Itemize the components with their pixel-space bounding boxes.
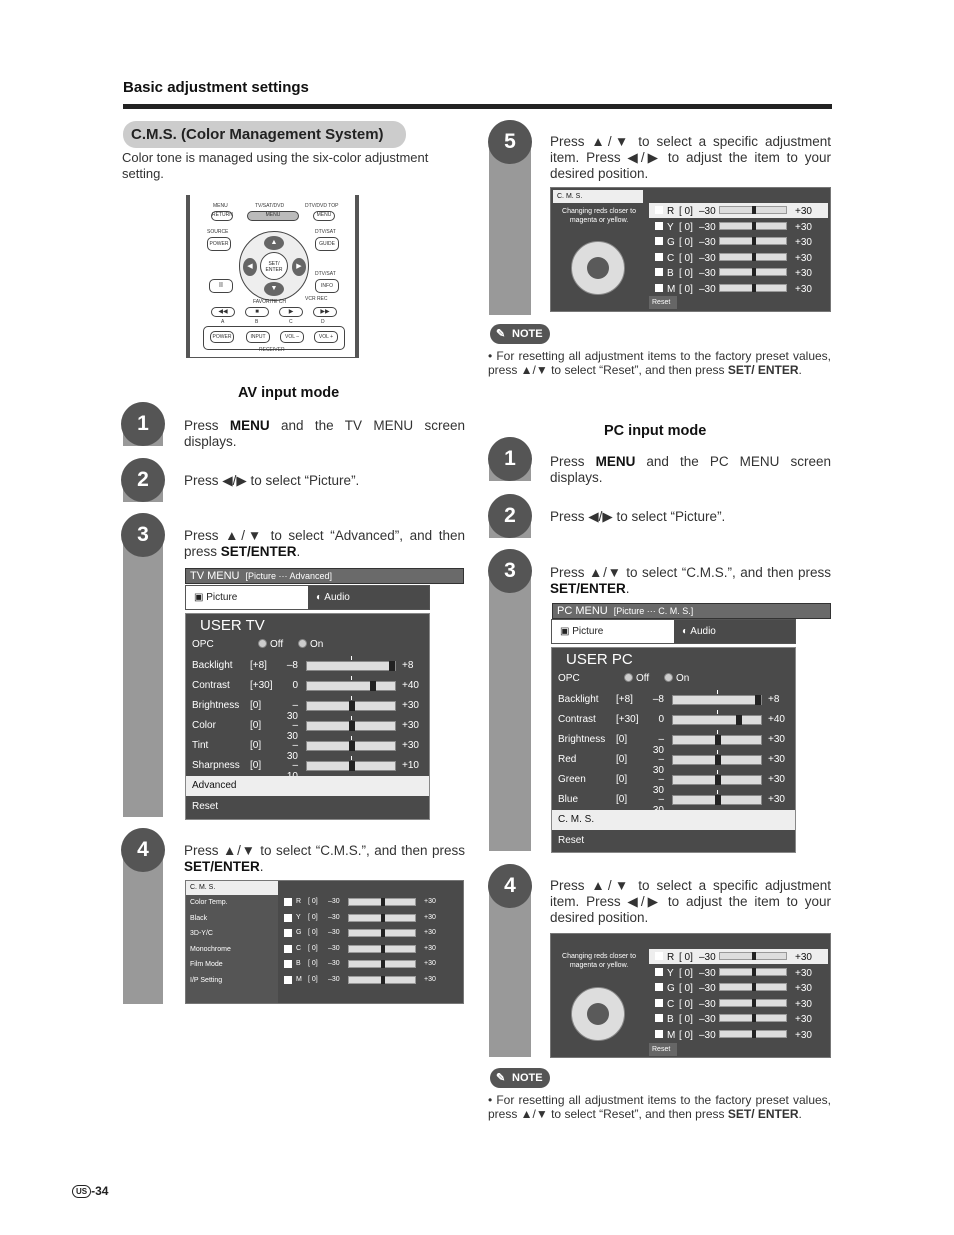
cms-row[interactable]: M [ 0] –30 +30 (649, 1027, 828, 1042)
slider-handle[interactable] (381, 945, 385, 953)
slider-handle[interactable] (349, 741, 355, 751)
row-max: +10 (402, 760, 419, 771)
color-swatch (284, 960, 292, 968)
slider[interactable] (672, 695, 762, 705)
cms-row[interactable]: C [ 0] –30 +30 (649, 250, 828, 265)
row-max: +30 (768, 754, 785, 765)
left-arrow-icon: ◀ (243, 258, 257, 276)
adjust-row[interactable] (186, 716, 429, 742)
tab-picture[interactable] (186, 586, 308, 609)
color-swatch (655, 983, 663, 991)
slider[interactable] (719, 268, 787, 276)
adjust-row[interactable] (186, 676, 429, 696)
user-pc-panel (551, 647, 796, 853)
panel-title: USER TV (200, 617, 265, 634)
cms-list-item[interactable]: Color Temp. (190, 899, 228, 906)
cms-row[interactable]: Y [ 0] –30 +30 (278, 911, 463, 926)
cms-list (186, 881, 278, 1003)
audio-icon: ◐ (682, 626, 691, 637)
right-arrow-icon: ▶ (292, 258, 306, 276)
slider-handle[interactable] (381, 898, 385, 906)
step-number: 1 (488, 437, 532, 481)
remote-input-button: INPUT (246, 331, 270, 343)
slider-handle[interactable] (349, 701, 355, 711)
radio-off[interactable] (624, 673, 633, 682)
slider-handle[interactable] (715, 775, 721, 785)
menu-title: TV MENU (190, 570, 240, 582)
adjust-row[interactable] (552, 790, 795, 810)
remote-label: DTV/SAT (315, 229, 336, 235)
slider[interactable] (719, 253, 787, 261)
av-cms-screen (185, 880, 464, 1004)
down-arrow-icon: ▼ (264, 282, 284, 296)
cms-row[interactable]: B [ 0] –30 +30 (649, 1011, 828, 1026)
slider[interactable] (719, 1030, 787, 1038)
reset-button[interactable]: Reset (649, 1043, 677, 1056)
pc-step1-text: Press MENU and the PC MENU screen displays. (550, 454, 831, 485)
slider[interactable] (348, 914, 416, 922)
slider[interactable] (672, 755, 762, 765)
cms-list-item[interactable]: 3D-Y/C (190, 930, 213, 937)
remote-power-button: POWER (210, 331, 234, 343)
row-max: +30 (402, 700, 419, 711)
color-swatch (655, 222, 663, 230)
osd-title: C. M. S. (553, 190, 643, 203)
cms-list-item[interactable]: Black (190, 914, 208, 922)
cms-adjust-screen-pc (550, 933, 831, 1058)
remote-label: SOURCE (207, 229, 229, 235)
page-number: -34 (91, 1184, 109, 1198)
fast-forward-icon: ▶▶ (313, 307, 337, 317)
row-min: –30 (286, 720, 298, 742)
remote-vol-up-button: VOL + (314, 331, 338, 343)
step-number: 4 (121, 828, 165, 872)
cms-row[interactable]: G [ 0] –30 +30 (649, 234, 828, 249)
remote-vol-down-button: VOL – (280, 331, 304, 343)
row-bracket: [0] (250, 740, 262, 751)
remote-label: RECEIVER (259, 347, 285, 353)
row-min: 0 (292, 680, 298, 691)
reset-item[interactable]: Reset (192, 801, 219, 812)
pc-step4-text: Press ▲/▼ to select a specific adjustment item. Press ◀/▶ to adjust the item to your desired position. (550, 878, 831, 925)
row-bracket: [0] (616, 734, 628, 745)
row-label: Color (192, 720, 216, 731)
slider[interactable] (348, 898, 416, 906)
play-icon: ▶ (279, 307, 303, 317)
slider-handle[interactable] (752, 999, 756, 1007)
color-swatch (655, 284, 663, 292)
advanced-item[interactable]: Advanced (186, 776, 429, 796)
color-swatch (284, 945, 292, 953)
pencil-icon: ✎ (496, 328, 506, 340)
slider-handle[interactable] (715, 795, 721, 805)
row-label: Tint (192, 740, 209, 751)
av-step2-text: Press ◀/▶ to select “Picture”. (184, 473, 360, 488)
slider[interactable] (672, 715, 762, 725)
color-swatch (655, 253, 663, 261)
row-label: Backlight (558, 694, 599, 705)
slider[interactable] (306, 701, 396, 711)
cms-item[interactable]: C. M. S. (552, 810, 795, 830)
row-bracket: [0] (616, 754, 628, 765)
remote-label: A (221, 319, 225, 325)
tab-audio[interactable]: ◐ Audio (674, 620, 795, 643)
header-rule (123, 104, 832, 109)
color-swatch (284, 976, 292, 984)
adjust-row[interactable] (186, 756, 429, 776)
picture-icon: ▣ (560, 626, 573, 637)
slider[interactable] (306, 721, 396, 731)
pc-mode-title: PC input mode (604, 423, 707, 439)
note-badge: ✎ NOTE (490, 1068, 550, 1088)
row-label: Brightness (192, 700, 240, 711)
tab-label: Picture (206, 592, 238, 603)
row-label: Contrast (192, 680, 230, 691)
remote-illustration (186, 195, 359, 358)
row-min: – (292, 760, 298, 771)
reset-item[interactable]: Reset (558, 835, 585, 846)
row-bracket: [0] (250, 760, 262, 771)
step5-text: Press ▲/▼ to select a specific adjustment item. Press ◀/▶ to adjust the item to your desired position. (550, 134, 831, 181)
slider-handle[interactable] (381, 929, 385, 937)
color-swatch (655, 1030, 663, 1038)
step-number: 3 (121, 513, 165, 557)
adjust-row[interactable] (552, 690, 795, 710)
row-max: +30 (768, 794, 785, 805)
row-max: +8 (768, 694, 780, 705)
color-swatch (655, 952, 663, 960)
remote-label: C (289, 319, 293, 325)
remote-menu-button: MENU (247, 211, 299, 221)
user-tv-panel (185, 613, 430, 820)
slider-handle[interactable] (752, 952, 756, 960)
step-number: 2 (121, 458, 165, 502)
cms-row[interactable]: Y [ 0] –30 +30 (649, 965, 828, 980)
row-min: 0 (658, 714, 664, 725)
radio-on[interactable] (298, 639, 307, 648)
cms-row[interactable]: C [ 0] –30 +30 (278, 942, 463, 957)
tv-menu-bar (185, 568, 464, 584)
row-min: –30 (286, 740, 298, 762)
opc-row[interactable]: OPC Off On (558, 673, 690, 684)
color-wheel-icon (571, 241, 625, 295)
remote-menu-button: MENU (313, 211, 335, 221)
cms-list-item[interactable]: I/P Setting (190, 976, 223, 984)
cms-list-title: C. M. S. (186, 881, 278, 895)
remote-label: D (321, 319, 325, 325)
remote-guide-button: GUIDE (315, 237, 339, 251)
slider-handle[interactable] (752, 268, 756, 276)
pc-step3-text: Press ▲/▼ to select “C.M.S.”, and then press SET/ENTER. (550, 565, 831, 596)
remote-info-button: INFO (315, 279, 339, 293)
row-label: Green (558, 774, 586, 785)
cms-row[interactable]: M [ 0] –30 +30 (649, 281, 828, 296)
av-step3-text: Press ▲/▼ to select “Advanced”, and then press SET/ENTER. (184, 528, 465, 559)
row-max: +30 (402, 720, 419, 731)
region-badge: US (72, 1185, 91, 1198)
slider-handle[interactable] (349, 761, 355, 771)
step-number: 3 (488, 549, 532, 593)
remote-dpad (239, 231, 309, 301)
osd-hint: Changing reds closer to magenta or yellow. (562, 953, 636, 969)
slider-handle[interactable] (752, 983, 756, 991)
note-badge: ✎ NOTE (490, 324, 550, 344)
slider-handle[interactable] (755, 695, 761, 705)
cms-row[interactable]: G [ 0] –30 +30 (278, 926, 463, 941)
slider[interactable] (306, 761, 396, 771)
row-max: +8 (402, 660, 414, 671)
row-label: Sharpness (192, 760, 240, 771)
cms-row[interactable]: Y [ 0] –30 +30 (649, 219, 828, 234)
row-label: Contrast (558, 714, 596, 725)
adjust-row[interactable] (186, 656, 429, 676)
remote-set-enter-button: SET/ ENTER (260, 252, 288, 280)
osd-hint: Changing reds closer to magenta or yellow. (562, 208, 636, 224)
remote-label: MENU (213, 203, 228, 209)
intro-text: Color tone is managed using the six-color adjustment setting. (122, 150, 429, 181)
slider-handle[interactable] (752, 253, 756, 261)
pc-step2-text: Press ◀/▶ to select “Picture”. (550, 509, 726, 524)
note-text: • For resetting all adjustment items to the factory preset values, press ▲/▼ to select “Reset”, and then press SET/ ENTER. (488, 349, 831, 377)
audio-icon: ◐ (316, 592, 325, 603)
slider-handle[interactable] (381, 960, 385, 968)
row-bracket: [+30] (616, 714, 639, 725)
slider-handle[interactable] (752, 284, 756, 292)
row-bracket: [+8] (250, 660, 267, 671)
adjust-row[interactable] (186, 736, 429, 762)
row-min: –30 (652, 734, 664, 756)
row-bracket: [+8] (616, 694, 633, 705)
row-label: Red (558, 754, 577, 765)
note-text: • For resetting all adjustment items to the factory preset values, press ▲/▼ to select “Reset”, and then press SET/ ENTER. (488, 1093, 831, 1121)
adjust-row[interactable] (552, 710, 795, 730)
cms-list-item[interactable]: Monochrome (190, 945, 231, 953)
cms-list-item[interactable]: Film Mode (190, 961, 223, 968)
remote-label: B (255, 319, 259, 325)
remote-label: VCR REC (305, 296, 328, 302)
adjust-row[interactable] (552, 730, 795, 756)
row-label: Brightness (558, 734, 606, 745)
row-min: –30 (286, 700, 298, 722)
cms-row[interactable]: R [ 0] –30 +30 (649, 949, 828, 964)
row-max: +30 (402, 740, 419, 751)
row-min: –8 (652, 694, 664, 705)
remote-pause-button: II (209, 279, 233, 293)
color-swatch (655, 206, 663, 214)
cms-row[interactable]: R [ 0] –30 +30 (278, 895, 463, 910)
panel-title: USER PC (566, 651, 633, 668)
color-swatch (284, 898, 292, 906)
row-label: Blue (558, 794, 579, 805)
cms-row[interactable]: B [ 0] –30 +30 (278, 957, 463, 972)
slider-handle[interactable] (752, 206, 756, 214)
slider-handle[interactable] (736, 715, 742, 725)
slider[interactable] (719, 237, 787, 245)
tv-menu-tabs (185, 585, 430, 610)
slider[interactable] (672, 795, 762, 805)
slider-handle[interactable] (752, 237, 756, 245)
slider-handle[interactable] (752, 1030, 756, 1038)
row-bracket: [+30] (250, 680, 273, 691)
slider[interactable] (348, 976, 416, 984)
color-swatch (655, 268, 663, 276)
slider[interactable] (672, 775, 762, 785)
cms-row[interactable]: C [ 0] –30 +30 (649, 996, 828, 1011)
slider[interactable] (348, 960, 416, 968)
stop-icon: ■ (245, 307, 269, 317)
pc-menu-bar: PC MENU [Picture ··· C. M. S.] (552, 603, 831, 619)
pc-menu-tabs (551, 619, 796, 644)
row-bracket: [0] (250, 700, 262, 711)
slider[interactable] (348, 945, 416, 953)
cms-row[interactable]: B [ 0] –30 +30 (649, 265, 828, 280)
color-wheel-icon (571, 987, 625, 1041)
tab-picture[interactable]: ▣ Picture (552, 620, 674, 643)
slider-handle[interactable] (752, 968, 756, 976)
av-step1-text: Press MENU and the TV MENU screen displays. (184, 418, 465, 449)
slider[interactable] (719, 983, 787, 991)
remote-label: TV/SAT/DVD (255, 203, 285, 209)
slider-handle[interactable] (715, 755, 721, 765)
section-title: Basic adjustment settings (123, 79, 309, 96)
slider-handle[interactable] (752, 1014, 756, 1022)
cms-row[interactable]: R [ 0] –30 +30 (649, 203, 828, 218)
color-swatch (655, 968, 663, 976)
adjust-row[interactable] (186, 696, 429, 722)
av-step4-text: Press ▲/▼ to select “C.M.S.”, and then press SET/ENTER. (184, 843, 465, 874)
slider[interactable] (719, 952, 787, 960)
av-mode-title: AV input mode (238, 385, 340, 401)
slider-handle[interactable] (715, 735, 721, 745)
slider[interactable] (672, 735, 762, 745)
pencil-icon: ✎ (496, 1072, 506, 1084)
row-min: –30 (652, 754, 664, 776)
cms-row[interactable]: M [ 0] –30 +30 (278, 973, 463, 988)
menu-path: [Picture ··· Advanced] (245, 571, 333, 581)
tab-label: Audio (324, 592, 350, 603)
adjust-row[interactable] (552, 750, 795, 776)
color-swatch (655, 237, 663, 245)
slider-handle[interactable] (752, 222, 756, 230)
cms-title: C.M.S. (Color Management System) (123, 121, 406, 148)
row-bracket: [0] (250, 720, 262, 731)
step-number: 5 (488, 120, 532, 164)
reset-button[interactable]: Reset (649, 296, 677, 309)
opc-row[interactable]: OPC Off On (192, 639, 324, 650)
row-max: +30 (768, 734, 785, 745)
slider-handle[interactable] (381, 914, 385, 922)
remote-label: DTV/SAT (315, 271, 336, 277)
slider[interactable] (306, 661, 396, 671)
row-max: +40 (768, 714, 785, 725)
step-number: 1 (121, 402, 165, 446)
adjust-row[interactable] (552, 770, 795, 796)
row-min: – (658, 794, 664, 805)
slider[interactable] (719, 999, 787, 1007)
color-swatch (284, 914, 292, 922)
row-bracket: [0] (616, 794, 628, 805)
cms-adjust-screen-av (550, 187, 831, 312)
cms-row[interactable]: G [ 0] –30 +30 (649, 980, 828, 995)
radio-off[interactable] (258, 639, 267, 648)
slider[interactable] (719, 206, 787, 214)
slider[interactable] (306, 741, 396, 751)
slider[interactable] (719, 222, 787, 230)
up-arrow-icon: ▲ (264, 236, 284, 250)
slider-handle[interactable] (349, 721, 355, 731)
slider-handle[interactable] (381, 976, 385, 984)
row-bracket: [0] (616, 774, 628, 785)
remote-return-button: RETURN (211, 211, 233, 221)
slider[interactable] (306, 681, 396, 691)
slider[interactable] (719, 968, 787, 976)
remote-label: DTV/DVD TOP (305, 203, 339, 209)
page-footer (72, 1184, 108, 1198)
row-max: +30 (768, 774, 785, 785)
row-label: Backlight (192, 660, 233, 671)
row-min: –8 (286, 660, 298, 671)
picture-icon: ▣ (194, 592, 207, 603)
row-max: +40 (402, 680, 419, 691)
step-number: 2 (488, 494, 532, 538)
remote-power-button: POWER (207, 237, 231, 251)
slider[interactable] (719, 1014, 787, 1022)
rewind-icon: ◀◀ (211, 307, 235, 317)
slider[interactable] (348, 929, 416, 937)
slider[interactable] (719, 284, 787, 292)
row-min: –30 (652, 774, 664, 796)
slider-handle[interactable] (370, 681, 376, 691)
color-swatch (655, 1014, 663, 1022)
tab-audio[interactable] (308, 586, 429, 609)
color-swatch (284, 929, 292, 937)
step-number: 4 (488, 864, 532, 908)
radio-on[interactable] (664, 673, 673, 682)
slider-handle[interactable] (389, 661, 395, 671)
color-swatch (655, 999, 663, 1007)
remote-label: FAVORITE CH (253, 299, 286, 305)
